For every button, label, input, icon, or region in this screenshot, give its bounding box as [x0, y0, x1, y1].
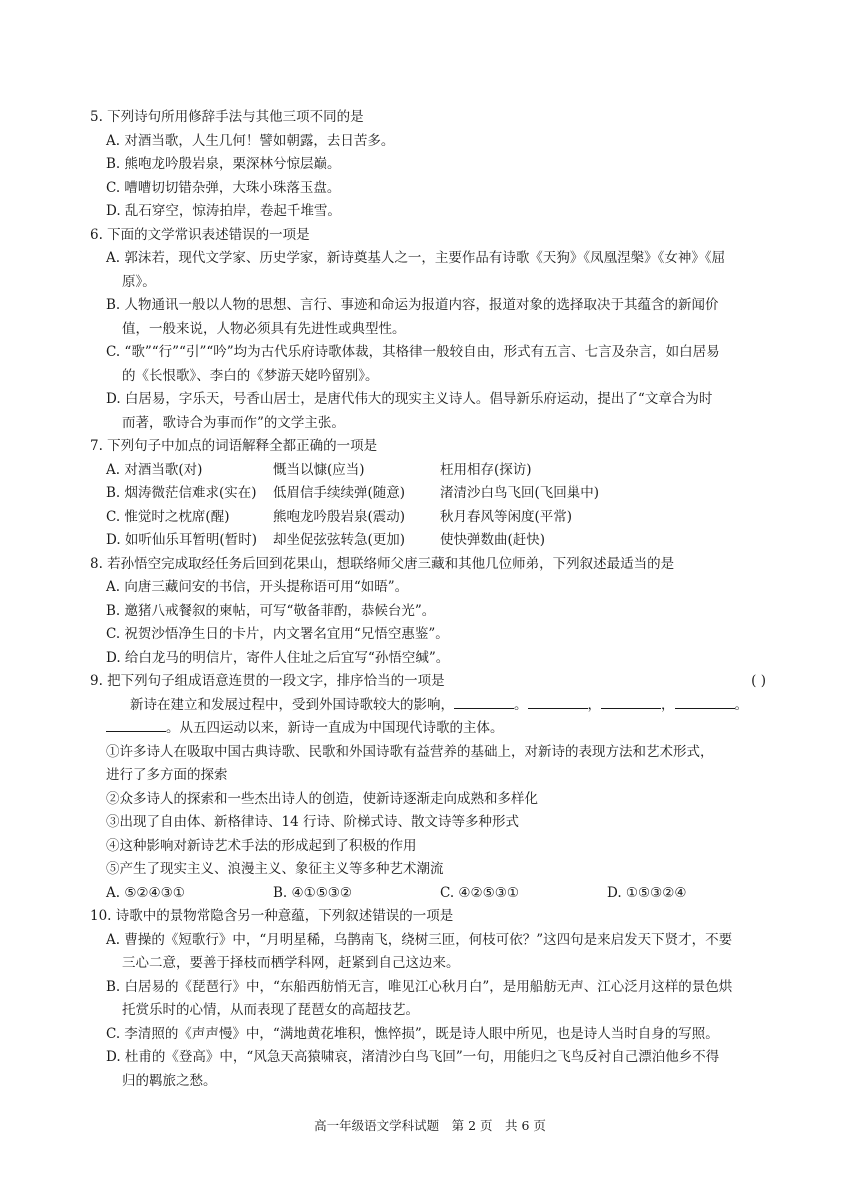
q9-option-c: C. ④②⑤③① — [440, 884, 519, 901]
q9-passage-line1 — [130, 694, 780, 718]
blank-4 — [675, 694, 735, 709]
q7-b-phrase3: 渚清沙白鸟飞回(飞回巢中) — [440, 485, 600, 501]
q5-option-a: A. 对酒当歌，人生几何！譬如朝露，去日苦多。 — [106, 132, 395, 149]
blank-5 — [106, 717, 166, 732]
q5-option-b: B. 熊咆龙吟殷岩泉，栗深林兮惊层巅。 — [106, 156, 341, 172]
q9-item-2: ②众多诗人的探索和一些杰出诗人的创造，使新诗逐渐走向成熟和多样化 — [106, 790, 538, 807]
q8-title: 8. 若孙悟空完成取经任务后回到花果山，想联络师父唐三藏和其他几位师弟，下列叙述最适当的是 — [90, 555, 675, 572]
q9-title-line — [90, 670, 780, 694]
q7-a-phrase3: 枉用相存(探访) — [440, 461, 532, 478]
q6-option-b-line1: B. 人物通讯一般以人物的思想、言行、事迹和命运为报道内容，报道对象的选择取决于其蕴含的新闻价 — [106, 297, 719, 313]
q7-d-phrase1: D. 如听仙乐耳暂明(暂时) — [106, 532, 257, 548]
page-footer: 高一年级语文学科试题 第 2 页 共 6 页 — [314, 1118, 546, 1133]
q7-c-phrase3: 秋月春风等闲度(平常) — [440, 508, 573, 525]
q7-a-phrase1: A. 对酒当歌(对) — [106, 461, 203, 478]
q10-option-b-line1: B. 白居易的《琵琶行》中，“东船西舫悄无言，唯见江心秋月白”，是用船舫无声、江心泛月这样的景色烘 — [106, 978, 733, 995]
q6-option-a-line1: A. 郭沫若，现代文学家、历史学家，新诗奠基人之一，主要作品有诗歌《天狗》《凤凰涅槃》《女神》《屈 — [106, 250, 726, 266]
q5-option-d: D. 乱石穿空，惊涛拍岸，卷起千堆雪。 — [106, 203, 341, 219]
q7-title: 7. 下列句子中加点的词语解释全都正确的一项是 — [90, 438, 378, 454]
q7-c-phrase2: 熊咆龙吟殷岩泉(震动) — [273, 508, 406, 525]
q6-title: 6. 下面的文学常识表述错误的一项是 — [90, 226, 310, 243]
q6-option-a-line2: 原》。 — [122, 273, 156, 290]
q9-passage-sep3: ， — [661, 696, 675, 713]
q9-passage-sep2: ， — [587, 696, 601, 713]
q9-title: 9. 把下列句子组成语意连贯的一段文字，排序恰当的一项是 — [90, 673, 445, 689]
q9-passage-sep1: 。 — [514, 696, 528, 713]
q10-option-c: C. 李清照的《声声慢》中，“满地黄花堆积，憔悴损”，既是诗人眼中所见，也是诗人当时自身的写照。 — [106, 1025, 719, 1042]
q7-b-phrase1: B. 烟涛微茫信难求(实在) — [106, 485, 257, 501]
q9-passage-line2 — [106, 717, 780, 741]
q7-d-phrase2: 却坐促弦弦转急(更加) — [273, 532, 406, 548]
q9-passage-sep4: 。 — [734, 696, 748, 713]
q10-option-d-line1: D. 杜甫的《登高》中，“风急天高猿啸哀，渚清沙白鸟飞回”一句，用能归之飞鸟反衬自己漂泊他乡不得 — [106, 1049, 720, 1065]
q9-option-a: A. ⑤②④③① — [106, 884, 185, 901]
q7-d-phrase3: 使快弹数曲(赶快) — [440, 532, 546, 548]
q7-option-d — [106, 529, 780, 553]
q9-item-5: ⑤产生了现实主义、浪漫主义、象征主义等多种艺术潮流 — [106, 861, 444, 877]
question-content — [90, 106, 780, 1093]
blank-2 — [528, 694, 588, 709]
q5-option-c: C. 嘈嘈切切错杂弹，大珠小珠落玉盘。 — [106, 179, 341, 196]
q7-option-a — [106, 459, 780, 483]
q9-option-d: D. ①⑤③②④ — [607, 884, 687, 901]
answer-bracket: ( ) — [751, 673, 766, 689]
q6-option-c-line1: C. “歌”“行”“引”“吟”均为古代乐府诗歌体裁，其格律一般较自由，形式有五言、七言及杂言，如白居易 — [106, 344, 720, 360]
q7-option-c — [106, 506, 780, 530]
q9-options — [106, 882, 780, 906]
q6-option-d-line1: D. 白居易，字乐天，号香山居士，是唐代伟大的现实主义诗人。倡导新乐府运动，提出了“文章合为时 — [106, 391, 713, 407]
q10-option-d-line2: 归的羁旅之愁。 — [122, 1072, 217, 1089]
q9-passage-end: 。从五四运动以来，新诗一直成为中国现代诗歌的主体。 — [166, 720, 504, 736]
q7-c-phrase1: C. 惟觉时之枕席(醒) — [106, 508, 230, 525]
q8-option-b: B. 邀猪八戒餐叙的柬帖，可写“敬备菲酌，恭候台光”。 — [106, 602, 436, 619]
q6-option-b-line2: 值，一般来说，人物必须具有先进性或典型性。 — [122, 320, 406, 337]
q9-item-3: ③出现了自由体、新格律诗、14 行诗、阶梯式诗、散文诗等多种形式 — [106, 814, 519, 830]
q7-b-phrase2: 低眉信手续续弹(随意) — [273, 485, 406, 501]
q9-item-1-line1: ①许多诗人在吸取中国古典诗歌、民歌和外国诗歌有益营养的基础上，对新诗的表现方法和艺术形式， — [106, 743, 714, 760]
q9-item-4: ④这种影响对新诗艺术手法的形成起到了积极的作用 — [106, 837, 417, 854]
q8-option-a: A. 向唐三藏问安的书信，开头提称语可用“如晤”。 — [106, 579, 409, 595]
q6-option-c-line2: 的《长恨歌》、李白的《梦游天姥吟留别》。 — [122, 367, 379, 384]
q10-option-b-line2: 托赏乐时的心情，从而表现了琵琶女的高超技艺。 — [122, 1002, 419, 1018]
q8-option-c: C. 祝贺沙悟净生日的卡片，内文署名宜用“兄悟空惠鉴”。 — [106, 626, 449, 642]
q10-option-a-line1: A. 曹操的《短歌行》中，“月明星稀，乌鹊南飞，绕树三匝，何枝可依？”这四句是来启发天下贤才，不要 — [106, 931, 733, 948]
q8-option-d: D. 给白龙马的明信片，寄件人住址之后宜写“孙悟空缄”。 — [106, 649, 450, 666]
q10-option-a-line2: 三心二意，要善于择枝而栖学科网，赶紧到自己这边来。 — [122, 955, 460, 971]
q9-item-1-line2: 进行了多方面的探索 — [106, 767, 228, 783]
q6-option-d-line2: 而著，歌诗合为事而作”的文学主张。 — [122, 414, 345, 431]
blank-3 — [601, 694, 661, 709]
q7-a-phrase2: 慨当以慷(应当) — [273, 461, 365, 478]
q5-title: 5. 下列诗句所用修辞手法与其他三项不同的是 — [90, 109, 364, 125]
q9-passage-start: 新诗在建立和发展过程中，受到外国诗歌较大的影响， — [130, 696, 454, 713]
blank-1 — [454, 694, 514, 709]
q10-title: 10. 诗歌中的景物常隐含另一种意蕴，下列叙述错误的一项是 — [90, 908, 454, 924]
q7-option-b — [106, 482, 780, 506]
q9-option-b: B. ④①⑤③② — [273, 884, 353, 901]
